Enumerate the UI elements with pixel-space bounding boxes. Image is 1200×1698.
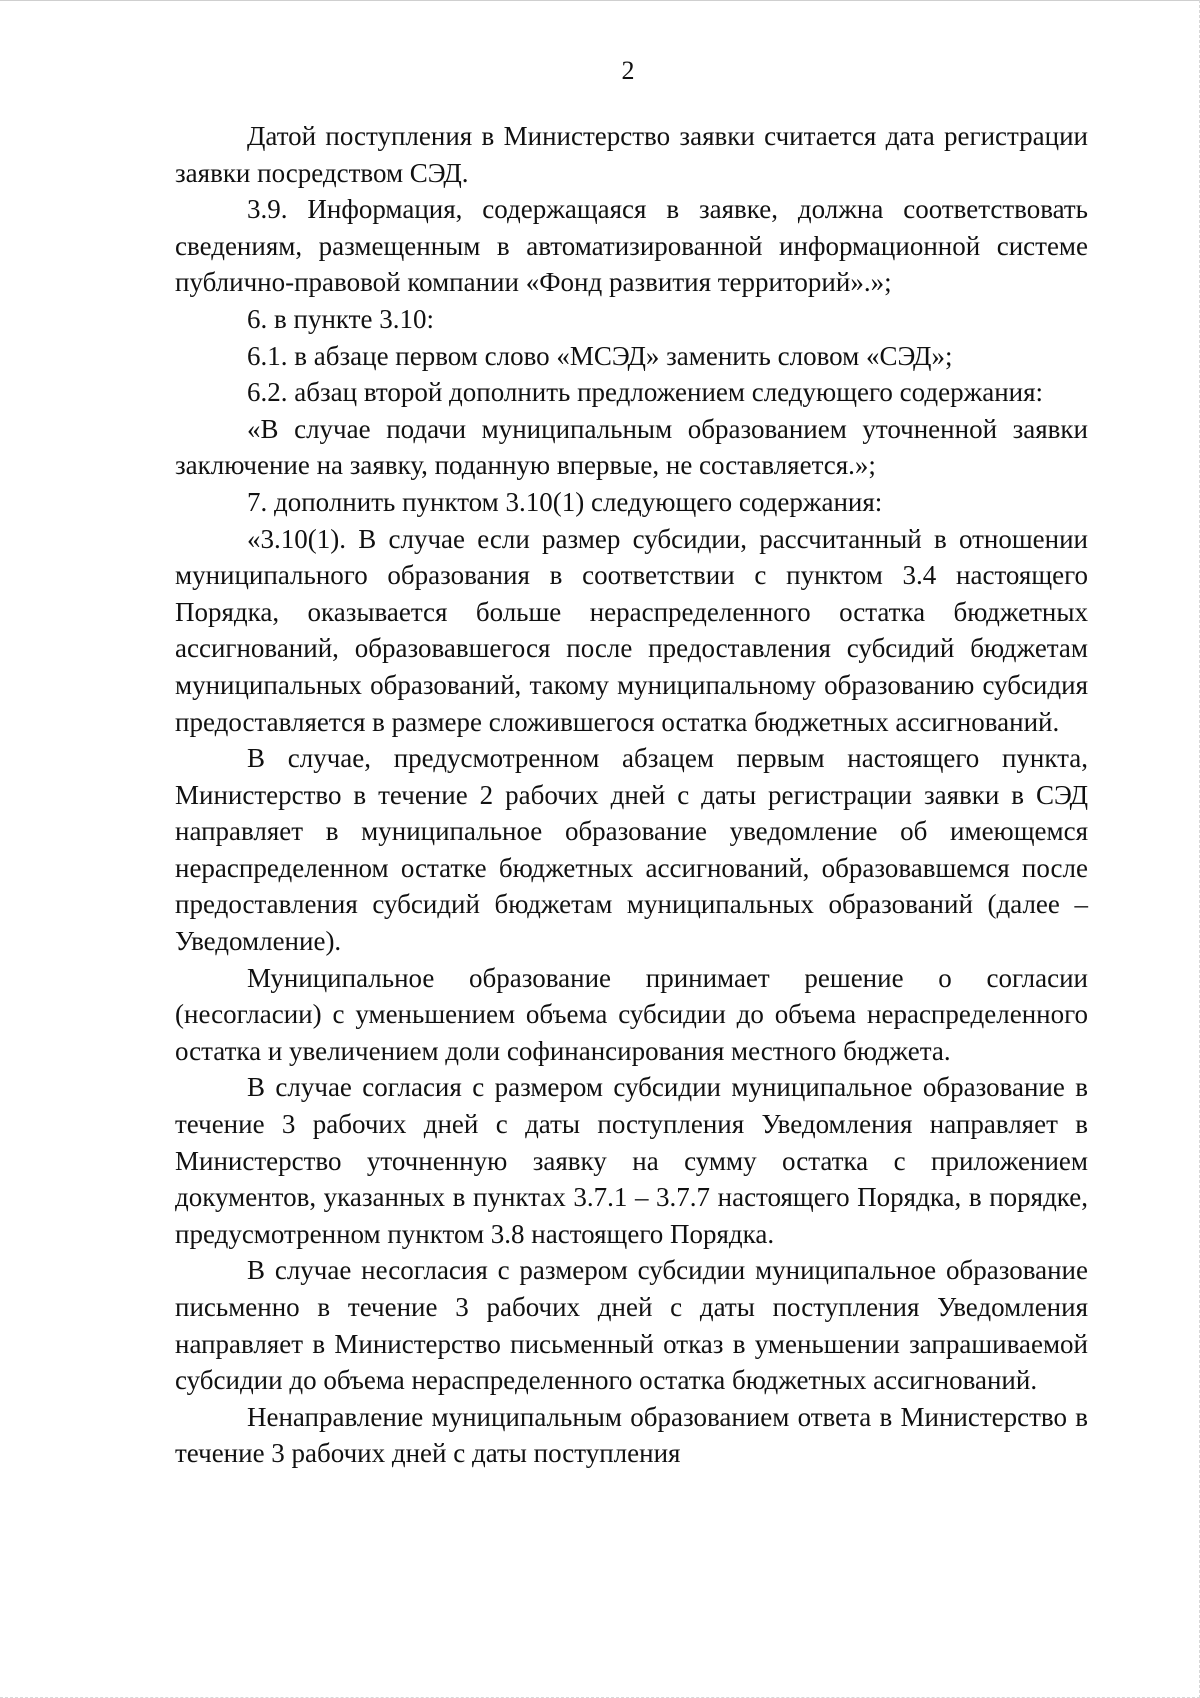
paragraph: 6.2. абзац второй дополнить предложением следующего содержания:	[247, 377, 1044, 408]
paragraph: «3.10(1). В случае если размер субсидии, рассчитанный в отношении муниципального образования в соответствии с пунктом 3.4 настоящего Порядка, оказывается больше нераспределенного остатка бюджетных ассигнований, образовавшегося после предоставления субсидий бюджетам муниципальных образований, такому муниципальному образованию субсидия предоставляется в размере сложившегося остатка бюджетных ассигнований.	[175, 523, 1088, 737]
paragraph: В случае несогласия с размером субсидии муниципальное образование письменно в течение 3 рабочих дней с даты поступления Уведомления направляет в Министерство письменный отказ в уменьшении запрашиваемой субсидии до объема нераспределенного остатка бюджетных ассигнований.	[175, 1255, 1088, 1396]
page-number: 2	[621, 56, 635, 85]
paragraph: 6.1. в абзаце первом слово «МСЭД» заменить словом «СЭД»;	[247, 340, 953, 371]
paragraph: «В случае подачи муниципальным образованием уточненной заявки заключение на заявку, поданную впервые, не составляется.»;	[175, 413, 1088, 481]
paragraph: 3.9. Информация, содержащаяся в заявке, должна соответствовать сведениям, размещенным в автоматизированной информационной системе публично-правовой компании «Фонд развития территорий».»;	[175, 194, 1088, 298]
paragraph: Ненаправление муниципальным образованием ответа в Министерство в течение 3 рабочих дней с даты поступления	[175, 1401, 1088, 1469]
paragraph: В случае, предусмотренном абзацем первым настоящего пункта, Министерство в течение 2 рабочих дней с даты регистрации заявки в СЭД направляет в муниципальное образование уведомление об имеющемся нераспределенном остатке бюджетных ассигнований, образовавшемся после предоставления субсидий бюджетам муниципальных образований (далее – Уведомление).	[175, 743, 1088, 957]
paragraph: В случае согласия с размером субсидии муниципальное образование в течение 3 рабочих дней с даты поступления Уведомления направляет в Министерство уточненную заявку на сумму остатка с приложением документов, указанных в пунктах 3.7.1 – 3.7.7 настоящего Порядка, в порядке, предусмотренном пунктом 3.8 настоящего Порядка.	[175, 1072, 1088, 1249]
paragraph: Муниципальное образование принимает решение о согласии (несогласии) с уменьшением объема субсидии до объема нераспределенного остатка и увеличением доли софинансирования местного бюджета.	[175, 962, 1088, 1066]
page-border-top	[0, 0, 1200, 1]
paragraph: 6. в пункте 3.10:	[247, 303, 434, 334]
paragraph: 7. дополнить пунктом 3.10(1) следующего содержания:	[247, 486, 883, 517]
paragraph: Датой поступления в Министерство заявки считается дата регистрации заявки посредством СЭД.	[175, 121, 1088, 188]
document-body	[175, 118, 1088, 1472]
